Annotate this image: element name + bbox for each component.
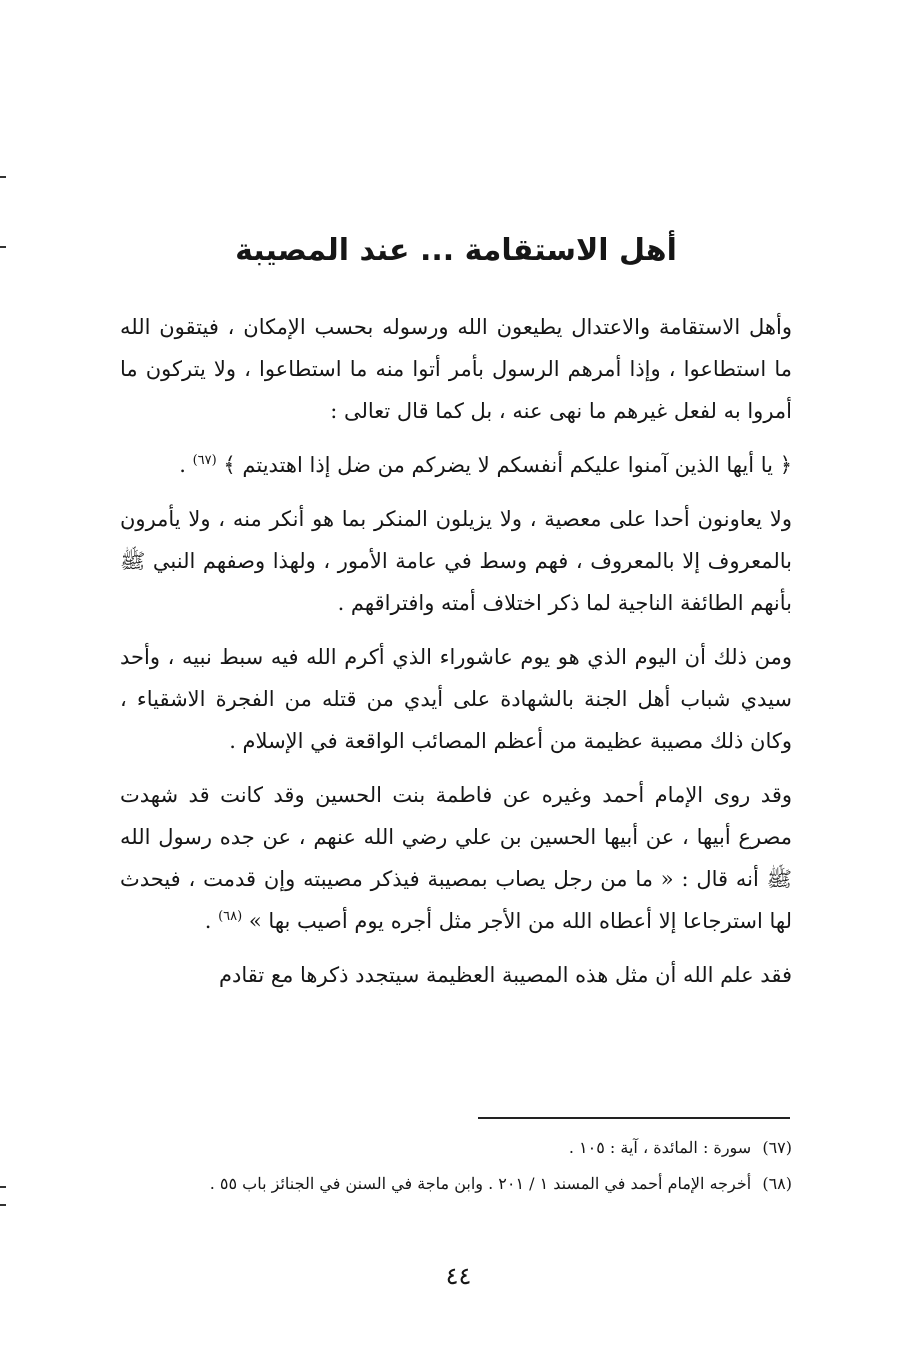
footnote-ref-67[interactable]: (٦٧) [192, 453, 217, 468]
hadith-text: وقد روى الإمام أحمد وغيره عن فاطمة بنت الحسين وقد كانت قد شهدت مصرع أبيها ، عن أبيها الحسين بن علي رضي الله عنهم ، عن جده رسول الله ﷺ أنه قال : « ما من رجل يصاب بمصيبة فيذكر مصيبته وإن قدمت ، فيحدث لها استرجاعا إلا أعطاه الله من الأجر مثل أجره يوم أصيب بها » [120, 783, 792, 933]
paragraph-2: ولا يعاونون أحدا على معصية ، ولا يزيلون المنكر بما هو أنكر منه ، ولا يأمرون بالمعروف إلا بالمعروف ، فهم وسط في عامة الأمور ، ولهذا وصفهم النبي ﷺ بأنهم الطائفة الناجية لما ذكر اختلاف أمته وافتراقهم . [120, 507, 792, 615]
footnote-ref-68[interactable]: (٦٨) [218, 909, 243, 924]
verse-period: . [179, 453, 186, 477]
paragraph-4 [120, 774, 792, 942]
quran-verse [120, 444, 792, 486]
footnote-68 [120, 1166, 792, 1202]
chapter-heading: أهل الاستقامة ... عند المصيبة [235, 233, 677, 268]
paragraph-5: فقد علم الله أن مثل هذه المصيبة العظيمة سيتجدد ذكرها مع تقادم [219, 963, 792, 987]
footnote-text: أخرجه الإمام أحمد في المسند ١ / ٢٠١ . وابن ماجة في السنن في الجنائز باب ٥٥ . [209, 1174, 752, 1193]
body-text [120, 306, 792, 1008]
footnote-67 [120, 1130, 792, 1166]
scan-edge-mark [0, 1204, 6, 1206]
paragraph-1: وأهل الاستقامة والاعتدال يطيعون الله ورسوله بحسب الإمكان ، فيتقون الله ما استطاعوا ، وإذا أمرهم الرسول بأمر أتوا منه ما استطاعوا ، ولا يتركون ما أمروا به لفعل غيرهم ما نهى عنه ، بل كما قال تعالى : [120, 315, 792, 423]
scan-edge-mark [0, 176, 6, 178]
hadith-period: . [204, 909, 212, 933]
footnotes [120, 1130, 792, 1202]
scan-edge-mark [0, 1186, 6, 1188]
paragraph-3: ومن ذلك أن اليوم الذي هو يوم عاشوراء الذي أكرم الله فيه سبط نبيه ، وأحد سيدي شباب أهل الجنة بالشهادة على أيدي من قتله من الفجرة الاشقياء ، وكان ذلك مصيبة عظيمة من أعظم المصائب الواقعة في الإسلام . [120, 645, 792, 753]
page-number: ٤٤ [445, 1262, 472, 1290]
footnote-number: (٦٧) [762, 1138, 792, 1157]
footnote-divider [478, 1117, 790, 1119]
scan-edge-mark [0, 246, 6, 248]
footnote-text: سورة : المائدة ، آية : ١٠٥ . [568, 1138, 752, 1157]
footnote-number: (٦٨) [762, 1174, 792, 1193]
quran-verse-text: ﴿ يا أيها الذين آمنوا عليكم أنفسكم لا يضركم من ضل إذا اهتديتم ﴾ [223, 453, 792, 477]
